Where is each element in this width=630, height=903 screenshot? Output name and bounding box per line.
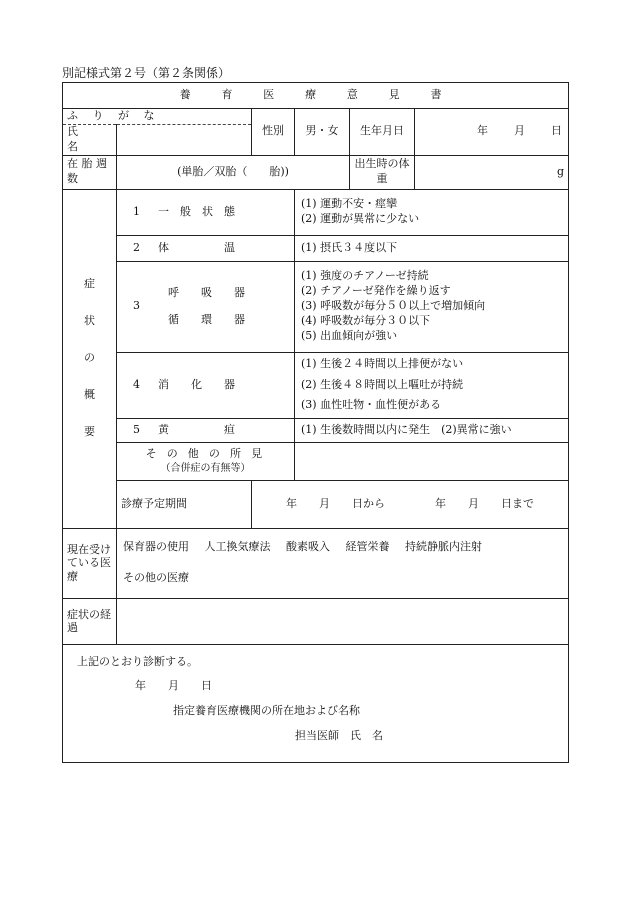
treatment-period-field[interactable] xyxy=(252,480,569,528)
treatment-oxygen[interactable]: 酸素吸入 xyxy=(286,540,330,554)
form-id: 別記様式第２号（第２条関係） xyxy=(62,66,231,80)
treatment-incubator[interactable]: 保育器の使用 xyxy=(123,540,189,554)
birthdate-label: 生年月日 xyxy=(350,109,415,156)
symptom-jaundice-conditions[interactable]: (1) 生後数時間以内に発生 (2)異常に強い xyxy=(295,418,569,442)
progress-field[interactable] xyxy=(117,598,569,644)
sex-options[interactable]: 男・女 xyxy=(295,109,350,156)
form-title: 養 育 医 療 意 見 書 xyxy=(63,83,569,109)
name-label: 氏 名 xyxy=(63,124,117,155)
other-findings-label: そ の 他 の 所 見 （合併症の有無等） xyxy=(117,442,295,480)
institution-label[interactable]: 指定養育医療機関の所在地および名称 xyxy=(173,704,360,718)
treatment-period-label: 診療予定期間 xyxy=(117,480,252,528)
treatment-tube-feeding[interactable]: 経管栄養 xyxy=(345,540,390,554)
diagnosis-date[interactable]: 年 月 日 xyxy=(135,679,212,693)
birth-weight-unit[interactable]: g xyxy=(415,155,569,189)
furigana-label: ふ り が な xyxy=(63,109,252,125)
progress-label: 症状の経過 xyxy=(63,598,117,644)
opinion-form-table xyxy=(62,82,569,763)
symptom-jaundice: 5 黄 疸 xyxy=(117,418,295,442)
treatment-other[interactable]: その他の医療 xyxy=(123,571,189,585)
symptom-temperature-conditions[interactable]: (1) 摂氏３４度以下 xyxy=(295,235,569,261)
symptom-temperature: 2 体 温 xyxy=(117,235,295,261)
symptom-respiratory-circulatory: 3 呼 吸 器 循 環 器 xyxy=(117,261,295,352)
gestation-label: 在 胎 週 数 xyxy=(63,155,117,189)
symptom-respiratory-conditions[interactable]: (1) 強度のチアノーゼ持続 (2) チアノーゼ発作を繰り返す (3) 呼吸数が毎分５０以上で増加傾向 (4) 呼吸数が毎分３０以下 (5) 出血傾向が強い xyxy=(295,261,569,352)
treatment-period-from: 年 月 日から xyxy=(286,496,386,510)
symptom-digestive-conditions[interactable]: (1) 生後２４時間以上排便がない (2) 生後４８時間以上嘔吐が持続 (3) 血性吐物・血性便がある xyxy=(295,352,569,418)
symptom-general-state: 1 一 般 状 態 xyxy=(117,189,295,235)
treatment-ventilation[interactable]: 人工換気療法 xyxy=(204,540,271,554)
treatment-period-to: 年 月 日まで xyxy=(435,496,535,510)
birthdate-day: 日 xyxy=(551,124,563,138)
other-findings-field[interactable] xyxy=(295,442,569,480)
gestation-type[interactable]: (単胎／双胎（ 胎)) xyxy=(117,155,350,189)
symptoms-summary-label: 症 状 の 概 要 xyxy=(63,189,117,528)
birth-weight-label: 出生時の体重 xyxy=(350,155,415,189)
birthdate-field[interactable] xyxy=(415,109,569,156)
sex-label: 性別 xyxy=(252,109,295,156)
symptom-general-conditions[interactable]: (1) 運動不安・痙攣 (2) 運動が異常に少ない xyxy=(295,189,569,235)
current-treatment-field[interactable] xyxy=(117,528,569,598)
treatment-iv-infusion[interactable]: 持続静脈内注射 xyxy=(405,540,482,554)
birthdate-month: 月 xyxy=(514,124,526,138)
diagnosis-footer xyxy=(63,644,569,762)
current-treatment-label: 現在受けている医療 xyxy=(63,528,117,598)
diagnosis-statement: 上記のとおり診断する。 xyxy=(77,654,198,668)
symptom-digestive: 4 消 化 器 xyxy=(117,352,295,418)
birthdate-year: 年 xyxy=(477,124,489,138)
name-field[interactable] xyxy=(117,124,252,155)
doctor-label[interactable]: 担当医師 氏 名 xyxy=(295,729,383,743)
